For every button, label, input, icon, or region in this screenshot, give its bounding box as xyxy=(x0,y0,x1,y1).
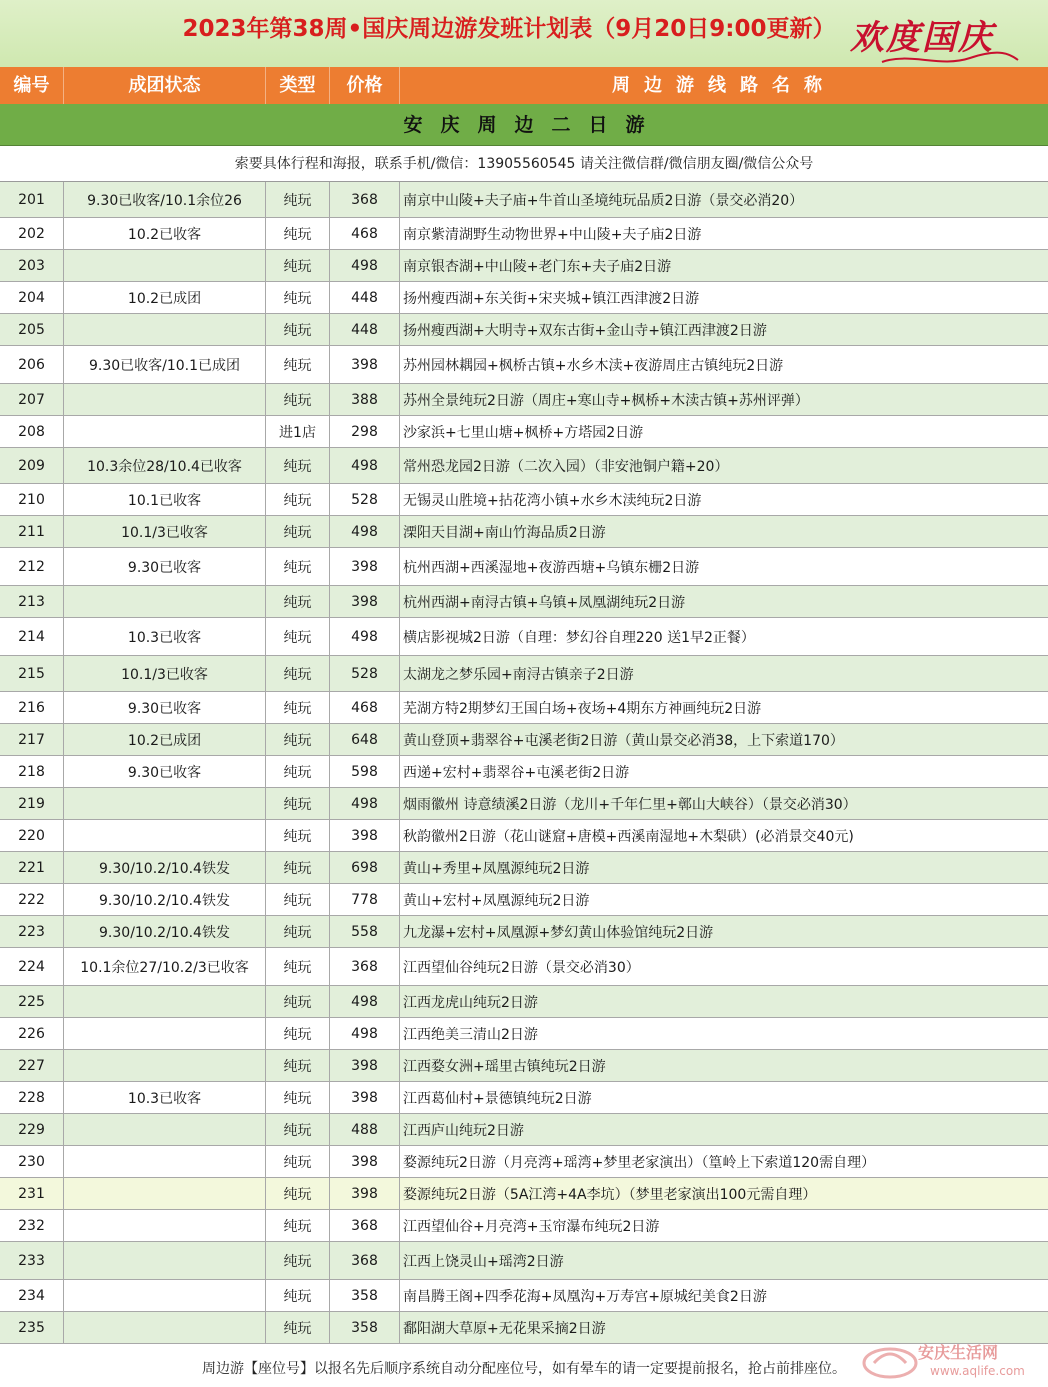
footer-note: 周边游【座位号】以报名先后顺序系统自动分配座位号，如有晕车的请一定要提前报名，抢占前排座位。 xyxy=(202,1361,846,1377)
table-row xyxy=(0,384,1048,416)
row-type: 纯玩 xyxy=(266,448,330,483)
table-row xyxy=(0,1280,1048,1312)
row-status xyxy=(64,1114,266,1145)
row-no: 229 xyxy=(0,1114,64,1145)
row-no: 214 xyxy=(0,618,64,655)
table-row xyxy=(0,250,1048,282)
row-status xyxy=(64,1210,266,1241)
row-type: 纯玩 xyxy=(266,724,330,755)
row-route: 烟雨徽州 诗意绩溪2日游（龙川+千年仁里+鄣山大峡谷）（景交必消30） xyxy=(403,796,857,813)
table-row xyxy=(0,916,1048,948)
row-price: 528 xyxy=(330,484,400,515)
row-price: 498 xyxy=(330,516,400,547)
row-status: 9.30已收客/10.1已成团 xyxy=(64,346,266,383)
row-route: 江西望仙谷纯玩2日游（景交必消30） xyxy=(403,959,640,976)
row-no: 231 xyxy=(0,1178,64,1209)
row-status: 9.30/10.2/10.4铁发 xyxy=(64,852,266,883)
row-no: 235 xyxy=(0,1312,64,1343)
row-status xyxy=(64,1242,266,1279)
row-status: 10.3已收客 xyxy=(64,618,266,655)
row-type: 纯玩 xyxy=(266,1050,330,1081)
row-route: 黄山+秀里+凤凰源纯玩2日游 xyxy=(403,860,590,877)
row-no: 201 xyxy=(0,182,64,217)
swirl-ornament-icon xyxy=(880,50,1020,68)
row-type: 纯玩 xyxy=(266,282,330,313)
row-type: 纯玩 xyxy=(266,852,330,883)
row-type: 纯玩 xyxy=(266,1178,330,1209)
row-status: 10.2已成团 xyxy=(64,282,266,313)
row-price: 448 xyxy=(330,314,400,345)
row-route: 横店影视城2日游（自理：梦幻谷自理220 送1早2正餐） xyxy=(403,629,755,646)
row-route: 南京紫清湖野生动物世界+中山陵+夫子庙2日游 xyxy=(403,226,702,243)
row-type: 纯玩 xyxy=(266,884,330,915)
row-type: 纯玩 xyxy=(266,250,330,281)
row-price: 498 xyxy=(330,250,400,281)
row-route: 黄山登顶+翡翠谷+屯溪老街2日游（黄山景交必消38，上下索道170） xyxy=(403,732,844,749)
row-status xyxy=(64,1178,266,1209)
row-no: 219 xyxy=(0,788,64,819)
row-type: 纯玩 xyxy=(266,1242,330,1279)
row-no: 213 xyxy=(0,586,64,617)
watermark-url: www.aqlife.com xyxy=(930,1364,1025,1378)
row-status xyxy=(64,788,266,819)
row-price: 648 xyxy=(330,724,400,755)
row-status: 9.30已收客/10.1余位26 xyxy=(64,182,266,217)
row-route: 江西望仙谷+月亮湾+玉帘瀑布纯玩2日游 xyxy=(403,1218,660,1235)
row-route: 婺源纯玩2日游（月亮湾+瑶湾+梦里老家演出）（篁岭上下索道120需自理） xyxy=(403,1154,876,1171)
row-status: 10.1余位27/10.2/3已收客 xyxy=(64,948,266,985)
row-no: 232 xyxy=(0,1210,64,1241)
row-route: 溧阳天目湖+南山竹海品质2日游 xyxy=(403,524,606,541)
row-no: 208 xyxy=(0,416,64,447)
row-type: 纯玩 xyxy=(266,1210,330,1241)
row-price: 498 xyxy=(330,1018,400,1049)
table-row xyxy=(0,182,1048,218)
row-status: 10.1/3已收客 xyxy=(64,656,266,691)
row-status: 10.1/3已收客 xyxy=(64,516,266,547)
row-no: 226 xyxy=(0,1018,64,1049)
festive-logo: 欢度国庆 xyxy=(850,18,994,58)
row-route: 江西婺女洲+瑶里古镇纯玩2日游 xyxy=(403,1058,606,1075)
row-price: 388 xyxy=(330,384,400,415)
row-no: 202 xyxy=(0,218,64,249)
row-status xyxy=(64,1280,266,1311)
row-price: 398 xyxy=(330,820,400,851)
row-status xyxy=(64,416,266,447)
row-no: 216 xyxy=(0,692,64,723)
row-status xyxy=(64,1050,266,1081)
table-row xyxy=(0,948,1048,986)
row-route: 无锡灵山胜境+拈花湾小镇+水乡木渎纯玩2日游 xyxy=(403,492,702,509)
row-price: 358 xyxy=(330,1312,400,1343)
row-price: 558 xyxy=(330,916,400,947)
row-price: 298 xyxy=(330,416,400,447)
row-no: 207 xyxy=(0,384,64,415)
table-row xyxy=(0,1114,1048,1146)
row-type: 纯玩 xyxy=(266,586,330,617)
row-no: 228 xyxy=(0,1082,64,1113)
row-status: 10.1已收客 xyxy=(64,484,266,515)
row-type: 纯玩 xyxy=(266,1280,330,1311)
row-no: 215 xyxy=(0,656,64,691)
row-no: 211 xyxy=(0,516,64,547)
row-no: 220 xyxy=(0,820,64,851)
row-price: 398 xyxy=(330,586,400,617)
row-type: 纯玩 xyxy=(266,692,330,723)
row-price: 468 xyxy=(330,692,400,723)
row-route: 南京中山陵+夫子庙+牛首山圣境纯玩品质2日游（景交必消20） xyxy=(403,192,804,209)
row-price: 368 xyxy=(330,948,400,985)
row-no: 223 xyxy=(0,916,64,947)
row-price: 488 xyxy=(330,1114,400,1145)
row-route: 南昌腾王阁+四季花海+凤凰沟+万寿宫+原城纪美食2日游 xyxy=(403,1288,767,1305)
row-route: 秋韵徽州2日游（花山谜窟+唐模+西溪南湿地+木梨硔）(必消景交40元) xyxy=(403,828,854,845)
row-type: 纯玩 xyxy=(266,1146,330,1177)
table-row xyxy=(0,692,1048,724)
row-price: 398 xyxy=(330,346,400,383)
table-row xyxy=(0,788,1048,820)
table-header xyxy=(0,67,1048,104)
table-row xyxy=(0,516,1048,548)
row-type: 进1店 xyxy=(266,416,330,447)
row-price: 358 xyxy=(330,1280,400,1311)
row-no: 209 xyxy=(0,448,64,483)
row-price: 398 xyxy=(330,548,400,585)
row-route: 江西上饶灵山+瑶湾2日游 xyxy=(403,1253,564,1270)
row-route: 苏州园林耦园+枫桥古镇+水乡木渎+夜游周庄古镇纯玩2日游 xyxy=(403,357,784,374)
contact-line: 索要具体行程和海报，联系手机/微信：13905560545 请关注微信群/微信朋友圈/微信公众号 xyxy=(0,146,1048,182)
row-no: 227 xyxy=(0,1050,64,1081)
section-title: 安庆周边二日游 xyxy=(403,114,663,136)
table-row xyxy=(0,852,1048,884)
row-no: 217 xyxy=(0,724,64,755)
row-route: 西递+宏村+翡翠谷+屯溪老街2日游 xyxy=(403,764,630,781)
row-status: 10.2已收客 xyxy=(64,218,266,249)
row-price: 598 xyxy=(330,756,400,787)
table-row xyxy=(0,448,1048,484)
row-route: 江西庐山纯玩2日游 xyxy=(403,1122,524,1139)
table-row xyxy=(0,1082,1048,1114)
row-no: 224 xyxy=(0,948,64,985)
table-row xyxy=(0,586,1048,618)
row-status: 9.30已收客 xyxy=(64,692,266,723)
table-row xyxy=(0,884,1048,916)
row-route: 黄山+宏村+凤凰源纯玩2日游 xyxy=(403,892,590,909)
row-route: 苏州全景纯玩2日游（周庄+寒山寺+枫桥+木渎古镇+苏州评弹） xyxy=(403,392,809,409)
table-row xyxy=(0,1050,1048,1082)
row-route: 常州恐龙园2日游（二次入园）（非安池铜户籍+20） xyxy=(403,458,729,475)
row-no: 203 xyxy=(0,250,64,281)
table-row xyxy=(0,484,1048,516)
row-price: 368 xyxy=(330,1242,400,1279)
table-row xyxy=(0,416,1048,448)
row-price: 398 xyxy=(330,1082,400,1113)
table-row xyxy=(0,820,1048,852)
table-row xyxy=(0,346,1048,384)
row-route: 九龙瀑+宏村+凤凰源+梦幻黄山体验馆纯玩2日游 xyxy=(403,924,714,941)
row-no: 206 xyxy=(0,346,64,383)
row-status xyxy=(64,314,266,345)
row-type: 纯玩 xyxy=(266,756,330,787)
watermark-text: 安庆生活网 xyxy=(918,1343,999,1362)
row-price: 498 xyxy=(330,448,400,483)
row-type: 纯玩 xyxy=(266,618,330,655)
row-route: 扬州瘦西湖+大明寺+双东古街+金山寺+镇江西津渡2日游 xyxy=(403,322,767,339)
row-type: 纯玩 xyxy=(266,346,330,383)
row-no: 225 xyxy=(0,986,64,1017)
row-price: 398 xyxy=(330,1178,400,1209)
row-price: 398 xyxy=(330,1050,400,1081)
row-route: 鄱阳湖大草原+无花果采摘2日游 xyxy=(403,1320,606,1337)
section-banner xyxy=(0,104,1048,146)
header-price: 价格 xyxy=(330,67,400,104)
header-no: 编号 xyxy=(0,67,64,104)
table-row xyxy=(0,756,1048,788)
row-type: 纯玩 xyxy=(266,1018,330,1049)
row-type: 纯玩 xyxy=(266,656,330,691)
row-type: 纯玩 xyxy=(266,986,330,1017)
row-status: 9.30已收客 xyxy=(64,548,266,585)
row-price: 498 xyxy=(330,986,400,1017)
row-price: 368 xyxy=(330,1210,400,1241)
row-route: 杭州西湖+西溪湿地+夜游西塘+乌镇东栅2日游 xyxy=(403,559,700,576)
row-status: 10.2已成团 xyxy=(64,724,266,755)
row-status xyxy=(64,1146,266,1177)
table-row xyxy=(0,618,1048,656)
table-row xyxy=(0,1178,1048,1210)
page-title: 2023年第38周•国庆周边游发班计划表（9月20日9:00更新） xyxy=(182,16,836,42)
row-type: 纯玩 xyxy=(266,820,330,851)
row-no: 221 xyxy=(0,852,64,883)
row-type: 纯玩 xyxy=(266,484,330,515)
row-price: 528 xyxy=(330,656,400,691)
row-status xyxy=(64,1312,266,1343)
table-row xyxy=(0,656,1048,692)
row-price: 398 xyxy=(330,1146,400,1177)
row-route: 江西葛仙村+景德镇纯玩2日游 xyxy=(403,1090,592,1107)
table-row xyxy=(0,218,1048,250)
title-bar xyxy=(0,0,1048,67)
table-row xyxy=(0,724,1048,756)
row-type: 纯玩 xyxy=(266,516,330,547)
row-status: 10.3余位28/10.4已收客 xyxy=(64,448,266,483)
row-price: 368 xyxy=(330,182,400,217)
row-route: 太湖龙之梦乐园+南浔古镇亲子2日游 xyxy=(403,666,634,683)
row-type: 纯玩 xyxy=(266,788,330,819)
row-type: 纯玩 xyxy=(266,548,330,585)
table-row xyxy=(0,1146,1048,1178)
row-status xyxy=(64,986,266,1017)
header-route: 周边游线路名称 xyxy=(612,75,836,96)
row-price: 698 xyxy=(330,852,400,883)
row-status: 10.3已收客 xyxy=(64,1082,266,1113)
row-route: 江西龙虎山纯玩2日游 xyxy=(403,994,538,1011)
table-row xyxy=(0,986,1048,1018)
row-price: 448 xyxy=(330,282,400,313)
row-status xyxy=(64,1018,266,1049)
row-type: 纯玩 xyxy=(266,1312,330,1343)
row-type: 纯玩 xyxy=(266,916,330,947)
row-price: 468 xyxy=(330,218,400,249)
row-type: 纯玩 xyxy=(266,1114,330,1145)
row-price: 498 xyxy=(330,788,400,819)
row-type: 纯玩 xyxy=(266,218,330,249)
row-no: 204 xyxy=(0,282,64,313)
row-no: 230 xyxy=(0,1146,64,1177)
row-route: 婺源纯玩2日游（5A江湾+4A李坑）（梦里老家演出100元需自理） xyxy=(403,1186,817,1203)
row-route: 江西绝美三清山2日游 xyxy=(403,1026,538,1043)
row-no: 218 xyxy=(0,756,64,787)
row-status: 9.30/10.2/10.4铁发 xyxy=(64,916,266,947)
row-no: 210 xyxy=(0,484,64,515)
row-route: 杭州西湖+南浔古镇+乌镇+凤凰湖纯玩2日游 xyxy=(403,594,686,611)
table-row xyxy=(0,1210,1048,1242)
table-row xyxy=(0,1242,1048,1280)
row-price: 498 xyxy=(330,618,400,655)
row-status: 9.30已收客 xyxy=(64,756,266,787)
row-type: 纯玩 xyxy=(266,1082,330,1113)
row-no: 233 xyxy=(0,1242,64,1279)
row-status xyxy=(64,384,266,415)
header-status: 成团状态 xyxy=(64,67,266,104)
row-no: 205 xyxy=(0,314,64,345)
table-row xyxy=(0,548,1048,586)
row-price: 778 xyxy=(330,884,400,915)
row-route: 沙家浜+七里山塘+枫桥+方塔园2日游 xyxy=(403,424,644,441)
row-route: 南京银杏湖+中山陵+老门东+夫子庙2日游 xyxy=(403,258,672,275)
row-type: 纯玩 xyxy=(266,948,330,985)
table-row xyxy=(0,1018,1048,1050)
row-no: 212 xyxy=(0,548,64,585)
row-route: 芜湖方特2期梦幻王国白场+夜场+4期东方神画纯玩2日游 xyxy=(403,700,762,717)
header-type: 类型 xyxy=(266,67,330,104)
row-type: 纯玩 xyxy=(266,182,330,217)
row-route: 扬州瘦西湖+东关街+宋夹城+镇江西津渡2日游 xyxy=(403,290,700,307)
row-type: 纯玩 xyxy=(266,384,330,415)
row-status xyxy=(64,586,266,617)
row-type: 纯玩 xyxy=(266,314,330,345)
row-status: 9.30/10.2/10.4铁发 xyxy=(64,884,266,915)
table-row xyxy=(0,314,1048,346)
row-status xyxy=(64,250,266,281)
row-no: 222 xyxy=(0,884,64,915)
table-row xyxy=(0,282,1048,314)
row-no: 234 xyxy=(0,1280,64,1311)
row-status xyxy=(64,820,266,851)
